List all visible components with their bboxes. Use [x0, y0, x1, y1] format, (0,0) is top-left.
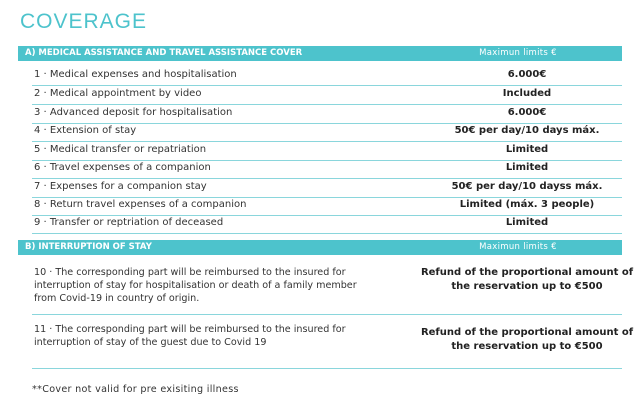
- coverage-label: 3 · Advanced deposit for hospitalisation: [34, 107, 233, 118]
- coverage-row: [32, 159, 622, 179]
- section-b-header: [18, 240, 622, 255]
- section-a-title: A) MEDICAL ASSISTANCE AND TRAVEL ASSISTANCE COVER: [25, 48, 303, 58]
- coverage-label: 6 · Travel expenses of a companion: [34, 162, 211, 173]
- coverage-label: 8 · Return travel expenses of a companion: [34, 199, 247, 210]
- coverage-label: 2 · Medical appointment by video: [34, 88, 202, 99]
- coverage-label: 1 · Medical expenses and hospitalisation: [34, 69, 237, 80]
- coverage-label: 5 · Medical transfer or repatriation: [34, 144, 207, 155]
- coverage-value: Limited: [505, 217, 549, 228]
- section-b-limit-header: Maximun limits €: [479, 242, 557, 252]
- coverage-value: Limited: [505, 162, 549, 173]
- coverage-row: [32, 122, 622, 142]
- footnote: **Cover not valid for pre exisiting illness: [32, 384, 239, 395]
- coverage-value: 6.000€: [507, 69, 547, 80]
- coverage-label: 11 · The corresponding part will be reimbursed to the insured for interruption of stay of the guest due to Covid 19: [34, 324, 346, 348]
- coverage-label: 7 · Expenses for a companion stay: [34, 181, 207, 192]
- coverage-row: [32, 178, 622, 198]
- coverage-label: 9 · Transfer or reptriation of deceased: [34, 217, 224, 228]
- coverage-value: 50€ per day/10 days máx.: [454, 125, 600, 136]
- page-title: COVERAGE: [20, 10, 148, 33]
- coverage-row: [32, 141, 622, 161]
- section-a-header: [18, 46, 622, 61]
- section-a-limit-header: Maximun limits €: [479, 48, 557, 58]
- coverage-row: [32, 214, 622, 234]
- coverage-value: Included: [502, 88, 552, 99]
- coverage-row: [32, 85, 622, 105]
- coverage-row: [32, 196, 622, 216]
- coverage-value: 50€ per day/10 dayss máx.: [451, 181, 603, 192]
- coverage-label: 4 · Extension of stay: [34, 125, 137, 136]
- coverage-value: Refund of the proportional amount of the reservation up to €500: [420, 327, 634, 352]
- coverage-value: Limited (máx. 3 people): [459, 199, 595, 210]
- coverage-value: Refund of the proportional amount of the reservation up to €500: [420, 267, 634, 292]
- coverage-label: 10 · The corresponding part will be reimbursed to the insured for interruption of stay for hospitalisation or death of a family member from Covid-19 in country of origin.: [34, 267, 357, 304]
- section-b-title: B) INTERRUPTION OF STAY: [25, 242, 152, 252]
- coverage-row: [32, 104, 622, 124]
- coverage-value: Limited: [505, 144, 549, 155]
- coverage-row: [32, 66, 622, 86]
- coverage-row: [32, 262, 634, 315]
- coverage-value: 6.000€: [507, 107, 547, 118]
- coverage-row: [32, 318, 634, 369]
